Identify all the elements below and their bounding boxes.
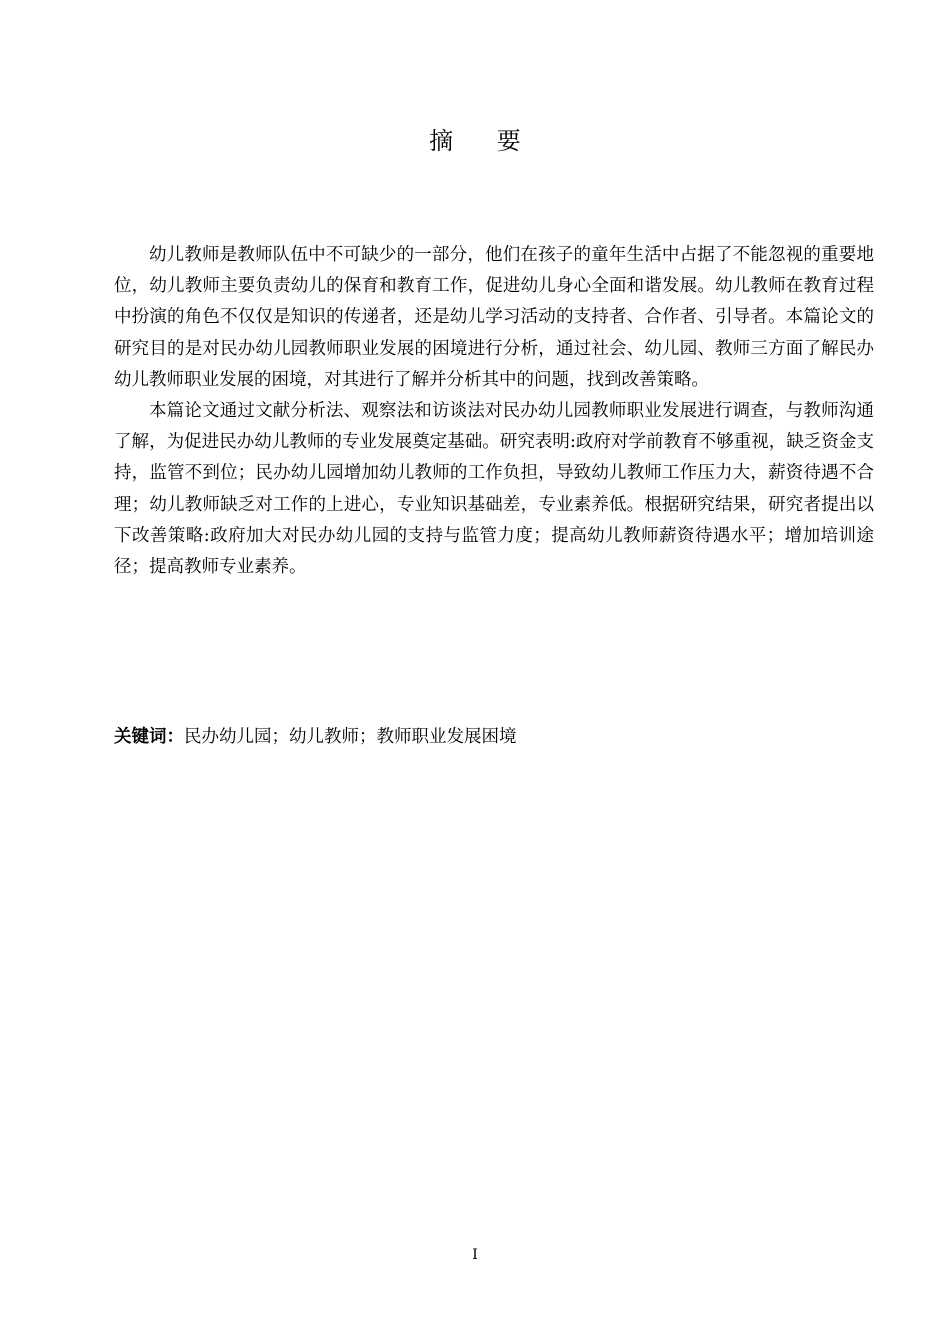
abstract-body [114, 240, 874, 583]
page-number: I [472, 1247, 478, 1263]
keywords-line [114, 722, 874, 752]
abstract-paragraph-1: 幼儿教师是教师队伍中不可缺少的一部分，他们在孩子的童年生活中占据了不能忽视的重要地位，幼儿教师主要负责幼儿的保育和教育工作，促进幼儿身心全面和谐发展。幼儿教师在教育过程中扮演的角色不仅仅是知识的传递者，还是幼儿学习活动的支持者、合作者、引导者。本篇论文的研究目的是对民办幼儿园教师职业发展的困境进行分析，通过社会、幼儿园、教师三方面了解民办幼儿教师职业发展的困境，对其进行了解并分析其中的问题，找到改善策略。 [114, 245, 874, 390]
abstract-paragraph-2: 本篇论文通过文献分析法、观察法和访谈法对民办幼儿园教师职业发展进行调查，与教师沟通了解，为促进民办幼儿教师的专业发展奠定基础。研究表明:政府对学前教育不够重视，缺乏资金支持，监管不到位；民办幼儿园增加幼儿教师的工作负担，导致幼儿教师工作压力大，薪资待遇不合理；幼儿教师缺乏对工作的上进心，专业知识基础差，专业素养低。根据研究结果，研究者提出以下改善策略:政府加大对民办幼儿园的支持与监管力度；提高幼儿教师薪资待遇水平；增加培训途径；提高教师专业素养。 [114, 401, 874, 578]
keywords-value: 民办幼儿园；幼儿教师；教师职业发展困境 [184, 727, 517, 747]
keywords-label: 关键词： [114, 727, 184, 747]
abstract-title: 摘 要 [429, 127, 539, 155]
